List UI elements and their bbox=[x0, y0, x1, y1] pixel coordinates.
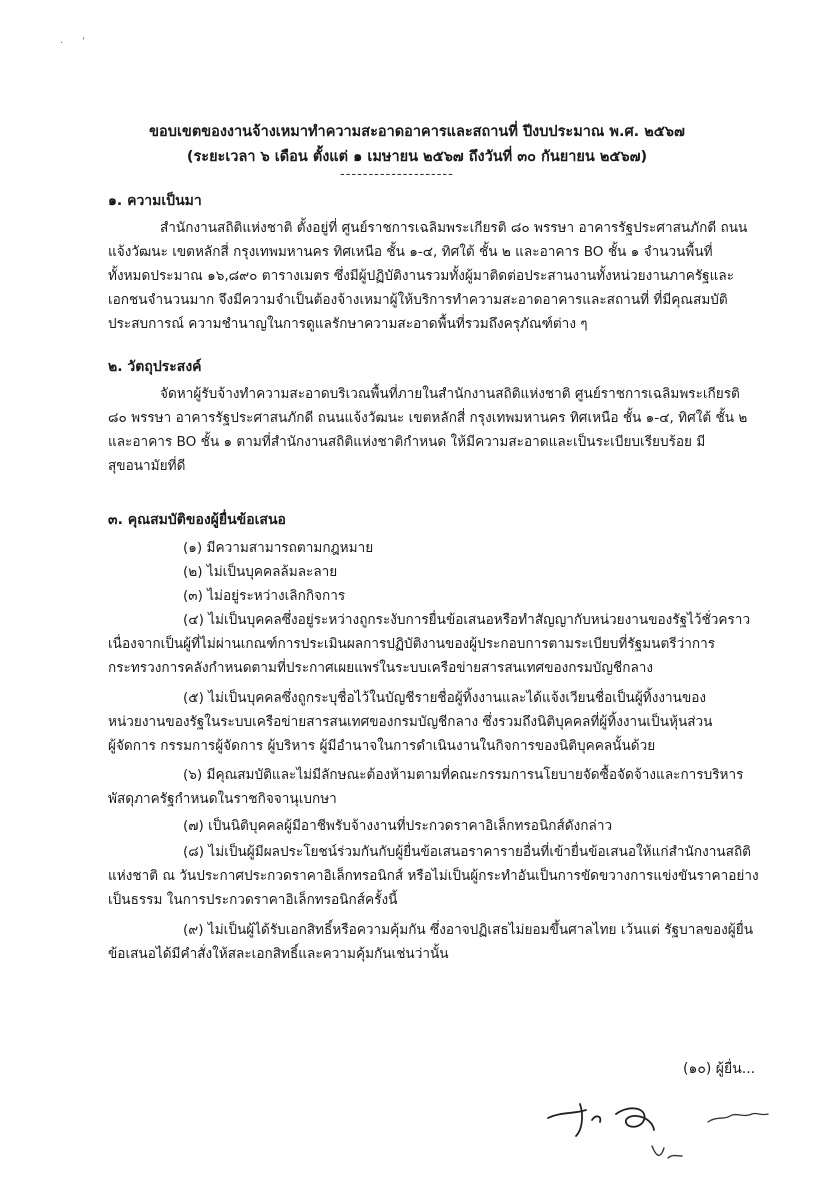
scan-speck: · bbox=[60, 38, 64, 49]
paragraph-line: เป็นธรรม ในการประกวดราคาอิเล็กทรอนิกส์ครั้งนี้ bbox=[108, 892, 398, 908]
paragraph-line: ทั้งหมดประมาณ ๑๖,๘๙๐ ตารางเมตร ซึ่งมีผู้ปฏิบัติงานรวมทั้งผู้มาติดต่อประสานงานทั้งหน่วยงานภาครัฐและ bbox=[108, 268, 735, 284]
handwritten-signatures bbox=[540, 1090, 780, 1170]
continuation-note: (๑๐) ผู้ยื่น... bbox=[683, 1061, 756, 1077]
scan-speck: ' bbox=[82, 36, 85, 47]
qualification-item: (๔) ไม่เป็นบุคคลซึ่งอยู่ระหว่างถูกระงับการยื่นข้อเสนอหรือทำสัญญากับหน่วยงานของรัฐไว้ชั่วคราว bbox=[183, 612, 751, 628]
document-subtitle: (ระยะเวลา ๖ เดือน ตั้งแต่ ๑ เมษายน ๒๕๖๗ ถึงวันที่ ๓๐ กันยายน ๒๕๖๗) bbox=[186, 149, 648, 165]
qualification-item: (๘) ไม่เป็นผู้มีผลประโยชน์ร่วมกันกับผู้ยื่นข้อเสนอราคารายอื่นที่เข้ายื่นข้อเสนอให้แก่สำนักงานสถิติ bbox=[183, 844, 752, 860]
section-heading-objective: ๒. วัตถุประสงค์ bbox=[108, 359, 202, 375]
paragraph-line: สุขอนามัยที่ดี bbox=[108, 458, 186, 474]
qualification-item: (๑) มีความสามารถตามกฎหมาย bbox=[183, 540, 374, 556]
paragraph-line: ประสบการณ์ ความชำนาญในการดูแลรักษาความสะอาดพื้นที่รวมถึงครุภัณฑ์ต่าง ๆ bbox=[108, 316, 588, 332]
section-heading-qualifications: ๓. คุณสมบัติของผู้ยื่นข้อเสนอ bbox=[108, 512, 286, 528]
title-divider: -------------------- bbox=[340, 167, 454, 182]
paragraph-line: แจ้งวัฒนะ เขตหลักสี่ กรุงเทพมหานคร ทิศเหนือ ชั้น ๑-๔, ทิศใต้ ชั้น ๒ และอาคาร BO ชั้น ๑ จำนวนพื้นที่ bbox=[108, 244, 713, 260]
qualification-item: (๕) ไม่เป็นบุคคลซึ่งถูกระบุชื่อไว้ในบัญชีรายชื่อผู้ทิ้งงานและได้แจ้งเวียนชื่อเป็นผู้ทิ้งงานของ bbox=[183, 690, 707, 706]
qualification-item: (๗) เป็นนิติบุคคลผู้มีอาชีพรับจ้างงานที่ประกวดราคาอิเล็กทรอนิกส์ดังกล่าว bbox=[183, 818, 613, 834]
paragraph-line: หน่วยงานของรัฐในระบบเครือข่ายสารสนเทศของกรมบัญชีกลาง ซึ่งรวมถึงนิติบุคคลที่ผู้ทิ้งงานเป็นหุ้นส่วน bbox=[108, 714, 713, 730]
qualification-item: (๒) ไม่เป็นบุคคลล้มละลาย bbox=[183, 564, 338, 580]
qualification-item: (๖) มีคุณสมบัติและไม่มีลักษณะต้องห้ามตามที่คณะกรรมการนโยบายจัดซื้อจัดจ้างและการบริหาร bbox=[183, 767, 744, 783]
paragraph-line: ผู้จัดการ กรรมการผู้จัดการ ผู้บริหาร ผู้มีอำนาจในการดำเนินงานในกิจการของนิติบุคคลนั้นด้วย bbox=[108, 738, 656, 754]
document-title: ขอบเขตของงานจ้างเหมาทำความสะอาดอาคารและสถานที่ ปีงบประมาณ พ.ศ. ๒๕๖๗ bbox=[149, 124, 685, 140]
qualification-item: (๙) ไม่เป็นผู้ได้รับเอกสิทธิ์หรือความคุ้มกัน ซึ่งอาจปฏิเสธไม่ยอมขึ้นศาลไทย เว้นแต่ รัฐบาลของผู้ยื่น bbox=[183, 922, 754, 938]
paragraph-line: กระทรวงการคลังกำหนดตามที่ประกาศเผยแพร่ในระบบเครือข่ายสารสนเทศของกรมบัญชีกลาง bbox=[108, 660, 654, 676]
paragraph-line: ๘๐ พรรษา อาคารรัฐประศาสนภักดี ถนนแจ้งวัฒนะ เขตหลักสี่ กรุงเทพมหานคร ทิศเหนือ ชั้น ๑-๔, ทิศใต้ ชั้น ๒ bbox=[108, 410, 748, 426]
paragraph-line: พัสดุภาครัฐกำหนดในราชกิจจานุเบกษา bbox=[108, 791, 337, 807]
section-heading-background: ๑. ความเป็นมา bbox=[108, 193, 202, 209]
qualification-item: (๓) ไม่อยู่ระหว่างเลิกกิจการ bbox=[183, 588, 346, 604]
paragraph-line: เอกชนจำนวนมาก จึงมีความจำเป็นต้องจ้างเหมาผู้ให้บริการทำความสะอาดอาคารและสถานที่ ที่มีคุณสมบัติ bbox=[108, 292, 728, 308]
paragraph-line: สำนักงานสถิติแห่งชาติ ตั้งอยู่ที่ ศูนย์ราชการเฉลิมพระเกียรติ ๘๐ พรรษา อาคารรัฐประศาสนภักดี ถนน bbox=[160, 220, 748, 236]
paragraph-line: ข้อเสนอได้มีคำสั่งให้สละเอกสิทธิ์และความคุ้มกันเช่นว่านั้น bbox=[108, 946, 449, 962]
paragraph-line: แห่งชาติ ณ วันประกาศประกวดราคาอิเล็กทรอนิกส์ หรือไม่เป็นผู้กระทำอันเป็นการขัดขวางการแข่งขันราคาอย่าง bbox=[108, 868, 759, 884]
paragraph-line: เนื่องจากเป็นผู้ที่ไม่ผ่านเกณฑ์การประเมินผลการปฏิบัติงานของผู้ประกอบการตามระเบียบที่รัฐมนตรีว่าการ bbox=[108, 636, 716, 652]
paragraph-line: และอาคาร BO ชั้น ๑ ตามที่สำนักงานสถิติแห่งชาติกำหนด ให้มีความสะอาดและเป็นระเบียบเรียบร้อย มี bbox=[108, 434, 706, 450]
paragraph-line: จัดหาผู้รับจ้างทำความสะอาดบริเวณพื้นที่ภายในสำนักงานสถิติแห่งชาติ ศูนย์ราชการเฉลิมพระเกียรติ bbox=[160, 386, 740, 402]
